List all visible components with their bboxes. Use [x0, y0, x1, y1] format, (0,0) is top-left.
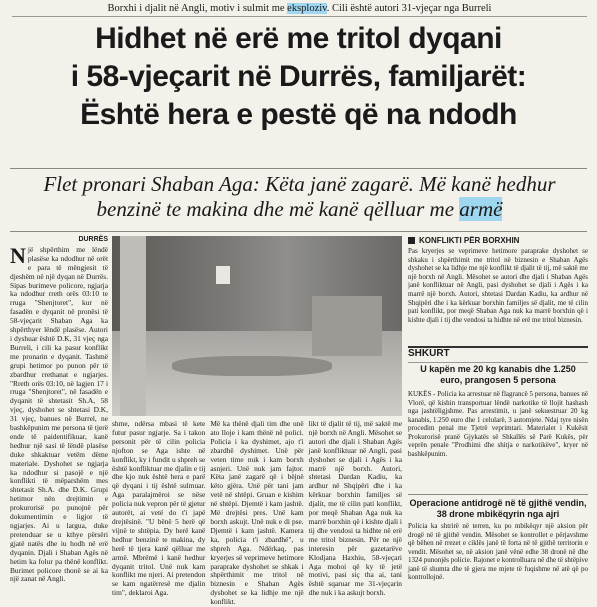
square-bullet-icon [408, 237, 415, 244]
body-column-2: Më ka thënë djali tim dhe unë ato lloje i kam thënë në polici. Policia i ka dyshimet, ajo t'i zbardhë dyshimet. Unë për veten time nuk i kam borxh asnjeri. Unë nuk jam fajtor. Këta janë zagarë që i bëjnë këto gjëra. Unë për tani jam vetë në shtëpi. Gruan e kishim në shtëpi. Djemtë i kam jashtë. Më drejtësi pres. Unë kam borxh askujt. Unë nuk e di pse. Djemtë i kam jashtë. Kamera ka, policia t'i zbardhë", u shpreh Aga. Ndërkaq, pas kryerjes së veprimeve hetimore paraprake dyshohet se shkak i shpërthimit me tritol në biznesin e Shaban Agës dyshohet se ka lidhje me një konflikt. [210, 419, 304, 607]
brief-2-text: Policia ka shtrirë në terren, ku po mbikëqyr një aksion për drogë në të gjithë vendin. Mësohet se kontrollet e përjavshme që bëhen në rrezet e ciklës janë të forta në të gjithë territorin e vendit. Mësohet se, në aksion janë vënë edhe 38 dronë në dhe 1324 punonjës policie. Rajonet e kontrolluara në dhe të shtëpive janë të shumta dhe të gjera me mjete të fuqishme në atë që po kontrollojnë. [408, 522, 589, 581]
headline-line-1: Hidhet në erë me tritol dyqani [95, 22, 502, 55]
body-column-3: likt të djalit të tij, më saktë me një borxh në Angli. Mësohet se autori dhe djali i Shaban Agës janë konfliktuar në Angli, pasi dyshohet se djali i Agës i ka marrë një borxh. Autori, shtetasi Dardan Kadiu, ka ardhur në Shqipëri dhe i ka kërkuar borxhin familjes së djalit, me të cilin pati konflikt, por meqë Shaban Aga nuk ka marrë borxhin që i kishte djali i tij dhe vendosi ta hidhte në erë me tritol biznesin. Për ne një interesin për gazetarëve Klodjana Haxhiu, 58-vjeçari Aga mohoi që ky të jetë motivi, pasi siç tha ai, tani është sqaruar me 31-vjeçarin dhe nuk i ka askujt borxh. [308, 419, 402, 598]
photo-pillar [120, 236, 146, 416]
photo-debris-right [312, 296, 382, 356]
body-column-1: shme, ndërsa mbasi të kete futur pasur ngjarje. Sa i takon personit për të cilin policia njofton se Aga ishte në konflikt, ky i fundit u shpreh se është konfliktuar me djalin e tij dhe kjo nuk është hera e parë që dyqani i tij është sulmuar. Aga paralajmëroi se nëse policia nuk vepron për të gjetur autorët, ai vetë do t'i japë drejtësinë. "U bënë 5 herë që vijnë te shtëpia. Dy herë kanë hedhur benzinë te makina, dy herë të tjera kanë qëlluar me armë. Mbrëmë i kanë hedhur dyqanit tritol. Unë nuk kam konflikt me njeri. Ai pretendon se kam ngatërresë me djalin tim", deklaroi Aga. [112, 419, 206, 598]
sidebar-text: Pas kryerjes se veprimeve hetimore paraprake dyshohet se shkaku i shpërthimit me tritol në biznesin e Shaban Agës dyshohet se ka lidhje me një konflikt të djalit të tij, më saktë me një borxh në Angli. Mësohet se autori dhe djali i Shaban Agës janë konfliktuar në Angli, pasi dyshohet se djali i Agës i ka marrë një borxh. Autori, shtetasi Dardan Kadiu, ka ardhur në Shqipëri dhe i ka kërkuar borxhin familjes së djalit, me të cilin pati konflikt, por meqë Shaban Aga nuk ka marrë borxhin që i kishte djali i tij dhe vendosi ta hidhte në erë me tritol biznesin. [408, 247, 588, 324]
kicker-highlight: eksploziv [287, 3, 327, 14]
kicker-line [12, 3, 587, 17]
divider-briefs [408, 494, 588, 495]
section-label-shkurt: SHKURT [408, 346, 588, 363]
headline-line-2: i 58-vjeçarit në Durrës, familjarët: [70, 60, 527, 93]
kicker-text-before: Borxhi i djalit në Angli, motiv i sulmit me [107, 3, 288, 14]
byline: DURRËS [78, 236, 108, 243]
sidebar-heading [408, 236, 588, 245]
article-body [112, 419, 402, 607]
lead-text: jë shpërthim me lëndë plasëse ka ndodhur në orët e para të mëngjesit të djeshëm në një dyqan në Durrës. Sipas burimeve policore, ngjarja ka ndodhur rreth orës 03:10 te rruga "Shenjtoret", kur në fasadën e dyqanit në pronësi të 58-vjeçarit Shaban Aga ka shpërthyer lëndë plasëse. Autori i dyshuar është D.K, 31 vjeç nga Burreli, i cili ka pasur konflikt me pronarin e dyqanit. Tashmë grupi hetimor po punon për të zbardhur rrethanat e ngjarjes. "Rreth orës 03:10, në lagjen 17 i rruga "Shenjtoret", në fasadën e dyqanit të shtetasit Sh.A, 58 vjeç, dyshohet se shtetasi D.K, 31 vjeç, banues në Burrel, ne bashkëpunim me persona të tjerë ende të paidentifikuar, kanë hedhur një sasi të lëndë plasëse duke shkaktuar vetëm dëme materiale. Dyshohet se ngjarja ka ndodhur si pasojë e një konflikti të mëparshëm mes shtetasit Sh.A. dhe D.K. Grupi hetimor nën drejtimin e prokurorisë po punojnë për dokumentimin e ligjor të ngjarjes. Ai u largua, duke pretenduar se u kthye përsëri gjatë natës dhe iu hodh në erë dyqanin. Djali i Shaban Agës në hetim ka folur pa thënë konflikt. Burimet policore thonë se ai ka një zanat në Angli. [10, 244, 108, 584]
sidebar-box [408, 236, 588, 324]
brief-1-headline: U kapën me 20 kg kanabis dhe 1.250 euro, prangosen 5 persona [420, 364, 576, 385]
brief-1-text: KUKËS - Policia ka arrestuar në flagrancë 5 persona, banues në Vlorë, që kishin transportuar lëndë narkotike të llojit hashash nga jashtëligjshme. Pas arrestimit, u janë sekuestruar 20 kg kanabis, 1.250 euro dhe 1 celularë, 3 automjete. Ndaj tyre nisën procedim penal me Tjetrë veprimtari. Materialet i Kukësit Prokurorisë pranë Gjykatës së Shkallës së Parë Kukës, për veprën penale "Prodhimi dhe shitja e narkotikëve", kryer në bashkëpunim. [408, 390, 588, 458]
headline [10, 20, 587, 134]
article-photo [112, 236, 402, 416]
kicker-text-after: . Cili është autori 31-vjeçar nga Burreli [326, 3, 492, 14]
headline-line-3: Është hera e pestë që na ndodh [80, 98, 517, 131]
sidebar-heading-text: KONFLIKTI PËR BORXHIN [419, 236, 520, 245]
deck-text: Flet pronari Shaban Aga: Këta janë zagarë. Më kanë hedhur benzinë te makina dhe më kanë qëlluar me [43, 172, 556, 221]
deck-subheadline [12, 172, 587, 222]
divider-top [10, 168, 587, 169]
photo-debris [172, 356, 332, 376]
dropcap: N [10, 242, 26, 268]
divider-deck [10, 231, 587, 232]
lead-column [10, 236, 108, 596]
brief-2-headline: Operacione antidrogë në të gjithë vendin, 38 drone mbikëqyrin nga ajri [409, 498, 587, 519]
deck-highlight: armë [459, 197, 503, 221]
photo-sign [216, 266, 230, 284]
